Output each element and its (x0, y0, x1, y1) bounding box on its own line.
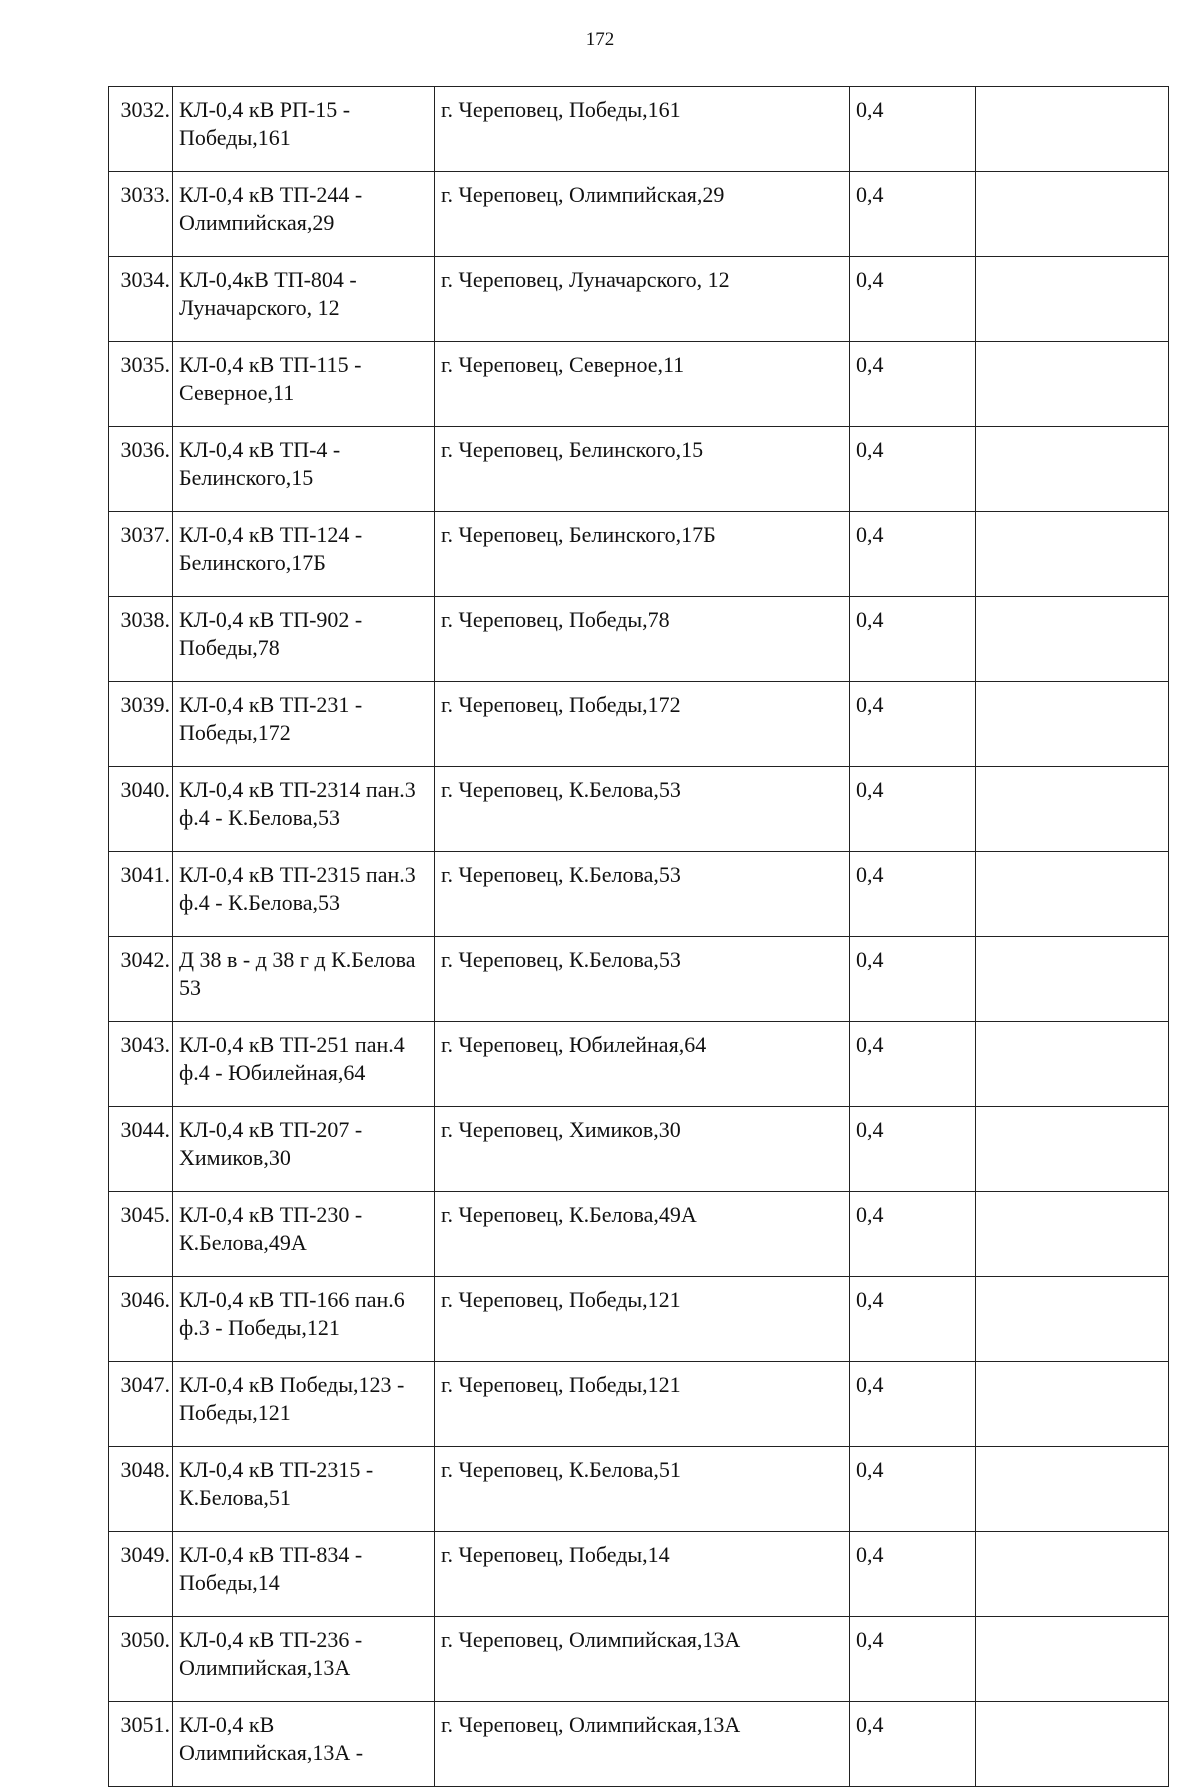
note-cell (976, 427, 1169, 512)
table-row (109, 172, 1169, 257)
registry-table (108, 86, 1169, 1787)
table-row (109, 1617, 1169, 1702)
address-cell: г. Череповец, К.Белова,49А (435, 1192, 850, 1277)
address-cell: г. Череповец, Олимпийская,13А (435, 1702, 850, 1787)
address-cell: г. Череповец, Олимпийская,29 (435, 172, 850, 257)
table-row (109, 1702, 1169, 1787)
row-number-cell: 3048. (109, 1447, 173, 1532)
address-cell: г. Череповец, Юбилейная,64 (435, 1022, 850, 1107)
voltage-cell: 0,4 (850, 512, 976, 597)
voltage-cell: 0,4 (850, 682, 976, 767)
voltage-cell: 0,4 (850, 597, 976, 682)
note-cell (976, 87, 1169, 172)
note-cell (976, 512, 1169, 597)
voltage-cell: 0,4 (850, 1617, 976, 1702)
voltage-cell: 0,4 (850, 1192, 976, 1277)
line-name-cell: КЛ-0,4 кВ ТП-244 - Олимпийская,29 (173, 172, 435, 257)
line-name-cell: КЛ-0,4 кВ ТП-834 - Победы,14 (173, 1532, 435, 1617)
row-number-cell: 3036. (109, 427, 173, 512)
address-cell: г. Череповец, К.Белова,51 (435, 1447, 850, 1532)
line-name-cell: КЛ-0,4 кВ ТП-902 - Победы,78 (173, 597, 435, 682)
line-name-cell: КЛ-0,4 кВ ТП-2315 - К.Белова,51 (173, 1447, 435, 1532)
table-row (109, 1362, 1169, 1447)
note-cell (976, 1192, 1169, 1277)
line-name-cell: КЛ-0,4 кВ ТП-124 - Белинского,17Б (173, 512, 435, 597)
note-cell (976, 1022, 1169, 1107)
note-cell (976, 172, 1169, 257)
row-number-cell: 3046. (109, 1277, 173, 1362)
row-number-cell: 3035. (109, 342, 173, 427)
note-cell (976, 1107, 1169, 1192)
voltage-cell: 0,4 (850, 1277, 976, 1362)
note-cell (976, 682, 1169, 767)
line-name-cell: КЛ-0,4 кВ ТП-115 - Северное,11 (173, 342, 435, 427)
row-number-cell: 3038. (109, 597, 173, 682)
row-number-cell: 3044. (109, 1107, 173, 1192)
table-row (109, 937, 1169, 1022)
line-name-cell: КЛ-0,4 кВ ТП-4 - Белинского,15 (173, 427, 435, 512)
line-name-cell: КЛ-0,4 кВ ТП-207 - Химиков,30 (173, 1107, 435, 1192)
note-cell (976, 1447, 1169, 1532)
row-number-cell: 3040. (109, 767, 173, 852)
row-number-cell: 3039. (109, 682, 173, 767)
voltage-cell: 0,4 (850, 1022, 976, 1107)
table-row (109, 1107, 1169, 1192)
voltage-cell: 0,4 (850, 767, 976, 852)
voltage-cell: 0,4 (850, 1532, 976, 1617)
table-row (109, 597, 1169, 682)
address-cell: г. Череповец, Победы,14 (435, 1532, 850, 1617)
line-name-cell: КЛ-0,4 кВ Олимпийская,13А - (173, 1702, 435, 1787)
row-number-cell: 3042. (109, 937, 173, 1022)
line-name-cell: КЛ-0,4 кВ ТП-2315 пан.3 ф.4 - К.Белова,53 (173, 852, 435, 937)
voltage-cell: 0,4 (850, 427, 976, 512)
table-row (109, 682, 1169, 767)
note-cell (976, 767, 1169, 852)
row-number-cell: 3051. (109, 1702, 173, 1787)
address-cell: г. Череповец, Победы,121 (435, 1277, 850, 1362)
voltage-cell: 0,4 (850, 342, 976, 427)
note-cell (976, 342, 1169, 427)
voltage-cell: 0,4 (850, 172, 976, 257)
line-name-cell: КЛ-0,4 кВ ТП-231 - Победы,172 (173, 682, 435, 767)
table-row (109, 427, 1169, 512)
address-cell: г. Череповец, Луначарского, 12 (435, 257, 850, 342)
line-name-cell: КЛ-0,4 кВ РП-15 - Победы,161 (173, 87, 435, 172)
table-row (109, 512, 1169, 597)
table-row (109, 257, 1169, 342)
row-number-cell: 3041. (109, 852, 173, 937)
note-cell (976, 1362, 1169, 1447)
table-row (109, 852, 1169, 937)
address-cell: г. Череповец, Северное,11 (435, 342, 850, 427)
address-cell: г. Череповец, К.Белова,53 (435, 937, 850, 1022)
line-name-cell: КЛ-0,4 кВ ТП-236 - Олимпийская,13А (173, 1617, 435, 1702)
address-cell: г. Череповец, Химиков,30 (435, 1107, 850, 1192)
row-number-cell: 3050. (109, 1617, 173, 1702)
row-number-cell: 3049. (109, 1532, 173, 1617)
line-name-cell: КЛ-0,4 кВ ТП-2314 пан.3 ф.4 - К.Белова,53 (173, 767, 435, 852)
table-row (109, 87, 1169, 172)
row-number-cell: 3037. (109, 512, 173, 597)
note-cell (976, 1702, 1169, 1787)
address-cell: г. Череповец, Белинского,15 (435, 427, 850, 512)
note-cell (976, 1532, 1169, 1617)
row-number-cell: 3034. (109, 257, 173, 342)
line-name-cell: КЛ-0,4 кВ ТП-230 - К.Белова,49А (173, 1192, 435, 1277)
address-cell: г. Череповец, Победы,121 (435, 1362, 850, 1447)
voltage-cell: 0,4 (850, 87, 976, 172)
note-cell (976, 1617, 1169, 1702)
address-cell: г. Череповец, Победы,78 (435, 597, 850, 682)
note-cell (976, 852, 1169, 937)
page-number: 172 (585, 29, 615, 50)
voltage-cell: 0,4 (850, 852, 976, 937)
note-cell (976, 1277, 1169, 1362)
address-cell: г. Череповец, Олимпийская,13А (435, 1617, 850, 1702)
voltage-cell: 0,4 (850, 1702, 976, 1787)
address-cell: г. Череповец, К.Белова,53 (435, 767, 850, 852)
line-name-cell: Д 38 в - д 38 г д К.Белова 53 (173, 937, 435, 1022)
table-row (109, 1022, 1169, 1107)
voltage-cell: 0,4 (850, 937, 976, 1022)
row-number-cell: 3033. (109, 172, 173, 257)
voltage-cell: 0,4 (850, 1362, 976, 1447)
note-cell (976, 597, 1169, 682)
address-cell: г. Череповец, Победы,172 (435, 682, 850, 767)
table-row (109, 1277, 1169, 1362)
table-row (109, 342, 1169, 427)
address-cell: г. Череповец, К.Белова,53 (435, 852, 850, 937)
row-number-cell: 3045. (109, 1192, 173, 1277)
table-row (109, 767, 1169, 852)
row-number-cell: 3047. (109, 1362, 173, 1447)
voltage-cell: 0,4 (850, 1107, 976, 1192)
row-number-cell: 3043. (109, 1022, 173, 1107)
registry-table-body (109, 87, 1169, 1787)
note-cell (976, 937, 1169, 1022)
voltage-cell: 0,4 (850, 1447, 976, 1532)
voltage-cell: 0,4 (850, 257, 976, 342)
line-name-cell: КЛ-0,4 кВ Победы,123 - Победы,121 (173, 1362, 435, 1447)
table-row (109, 1447, 1169, 1532)
line-name-cell: КЛ-0,4 кВ ТП-166 пан.6 ф.3 - Победы,121 (173, 1277, 435, 1362)
address-cell: г. Череповец, Белинского,17Б (435, 512, 850, 597)
row-number-cell: 3032. (109, 87, 173, 172)
table-row (109, 1532, 1169, 1617)
line-name-cell: КЛ-0,4кВ ТП-804 - Луначарского, 12 (173, 257, 435, 342)
table-row (109, 1192, 1169, 1277)
address-cell: г. Череповец, Победы,161 (435, 87, 850, 172)
line-name-cell: КЛ-0,4 кВ ТП-251 пан.4 ф.4 - Юбилейная,64 (173, 1022, 435, 1107)
note-cell (976, 257, 1169, 342)
